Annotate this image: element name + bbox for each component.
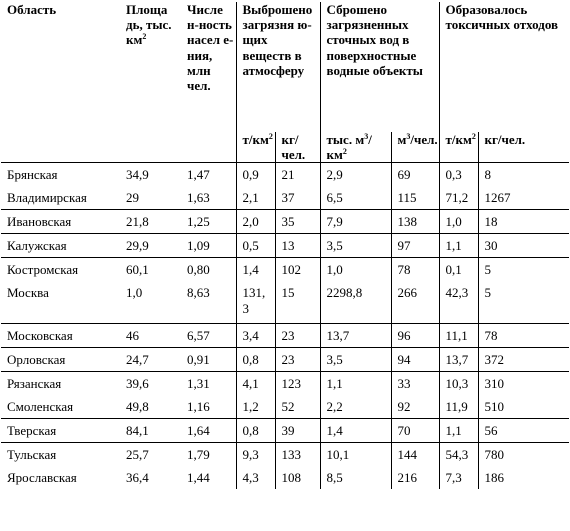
cell-toxic-per-km2: 7,3 <box>439 466 478 489</box>
cell-wastewater-per-km2: 2,9 <box>320 163 391 187</box>
header-row <box>1 2 569 132</box>
cell-toxic-per-capita: 18 <box>478 210 569 234</box>
cell-emissions-per-capita: 15 <box>275 281 320 324</box>
cell-wastewater-per-capita: 92 <box>391 395 439 419</box>
cell-emissions-per-capita: 23 <box>275 324 320 348</box>
cell-area: 36,4 <box>126 470 149 486</box>
table-row <box>1 281 569 324</box>
cell-wastewater-per-capita: 115 <box>391 186 439 210</box>
cell-wastewater-per-capita: 266 <box>391 281 439 324</box>
cell-region: Тверская <box>1 419 120 443</box>
cell-area: 24,7 <box>120 348 181 372</box>
cell-wastewater-per-capita: 144 <box>391 443 439 467</box>
cell-area: 84,1 <box>120 419 181 443</box>
cell-toxic-per-km2: 13,7 <box>439 348 478 372</box>
cell-region: Орловская <box>1 348 120 372</box>
cell-population: 1,31 <box>181 372 236 396</box>
cell-emissions-per-km2: 0,8 <box>236 348 275 372</box>
table-row <box>1 419 569 443</box>
cell-wastewater-per-capita: 96 <box>391 324 439 348</box>
cell-emissions-per-capita: 37 <box>275 186 320 210</box>
cell-wastewater-per-km2: 3,5 <box>320 348 391 372</box>
cell-wastewater-per-capita: 78 <box>391 258 439 282</box>
cell-area: 25,7 <box>120 443 181 467</box>
header-wastewater: Сброшено загрязненных сточных вод в поверхностные водные объекты <box>320 2 439 132</box>
cell-toxic-per-capita: 372 <box>478 348 569 372</box>
subheader-emissions-per-km2 <box>236 132 275 163</box>
cell-emissions-per-capita: 133 <box>275 443 320 467</box>
cell-region: Брянская <box>1 163 120 187</box>
cell-wastewater-per-km2: 2298,8 <box>320 281 391 324</box>
table-row <box>1 324 569 348</box>
cell-region: Ярославская <box>7 470 77 486</box>
cell-toxic-per-capita: 78 <box>478 324 569 348</box>
cell-emissions-per-capita: 35 <box>275 210 320 234</box>
cell-toxic-per-km2: 42,3 <box>439 281 478 324</box>
cell-area: 34,9 <box>120 163 181 187</box>
table-row <box>1 443 569 467</box>
cell-toxic-per-capita: 186 <box>478 466 569 489</box>
cell-emissions-per-km2: 2,1 <box>236 186 275 210</box>
cell-region: Ивановская <box>1 210 120 234</box>
cell-population: 1,44 <box>187 470 210 486</box>
table-row <box>1 186 569 210</box>
cell-toxic-per-capita: 310 <box>478 372 569 396</box>
cell-area: 21,8 <box>120 210 181 234</box>
cell-wastewater-per-km2: 2,2 <box>320 395 391 419</box>
cell-wastewater-per-capita: 69 <box>391 163 439 187</box>
cell-population: 1,16 <box>187 399 210 415</box>
cell-population: 0,80 <box>181 258 236 282</box>
cell-toxic-per-capita: 56 <box>478 419 569 443</box>
cell-population: 1,64 <box>181 419 236 443</box>
cell-region: Московская <box>1 324 120 348</box>
cell-wastewater-per-km2: 7,9 <box>320 210 391 234</box>
subheader-text: /чел. <box>410 132 438 147</box>
cell-region: Москва <box>7 285 49 301</box>
cell-wastewater-per-capita: 94 <box>391 348 439 372</box>
table-body <box>1 2 569 489</box>
cell-region: Тульская <box>1 443 120 467</box>
cell-toxic-per-capita: 8 <box>478 163 569 187</box>
header-toxic-waste: Образовалось токсичных отходов <box>439 2 569 132</box>
region-statistics-table <box>1 2 569 489</box>
header-area <box>120 2 181 163</box>
cell-wastewater-per-km2: 1,0 <box>320 258 391 282</box>
table-row <box>1 258 569 282</box>
cell-toxic-per-capita: 1267 <box>478 186 569 210</box>
cell-emissions-per-capita: 102 <box>275 258 320 282</box>
subheader-toxic-per-capita: кг/чел. <box>478 132 569 163</box>
cell-population: 1,79 <box>181 443 236 467</box>
cell-emissions-per-km2: 1,2 <box>236 395 275 419</box>
cell-region: Смоленская <box>7 399 74 415</box>
cell-toxic-per-capita: 780 <box>478 443 569 467</box>
table-row <box>1 372 569 396</box>
subheader-emissions-per-capita: кг/чел. <box>275 132 320 163</box>
header-region: Область <box>7 2 57 17</box>
cell-emissions-per-capita: 39 <box>275 419 320 443</box>
subheader-wastewater-per-km2 <box>320 132 391 163</box>
cell-toxic-per-km2: 54,3 <box>439 443 478 467</box>
header-emissions: Выброшено загрязня ю-щих веществ в атмосферу <box>236 2 320 132</box>
subheader-text: /км <box>326 132 372 163</box>
subheader-text: т/км <box>445 132 472 147</box>
subheader-sup: 2 <box>268 132 273 141</box>
subheader-sup: 3 <box>406 132 411 141</box>
cell-toxic-per-km2: 1,1 <box>439 234 478 258</box>
table-row <box>1 348 569 372</box>
cell-toxic-per-km2: 10,3 <box>439 372 478 396</box>
table-row <box>1 395 569 419</box>
cell-toxic-per-km2: 11,9 <box>439 395 478 419</box>
cell-wastewater-per-capita: 70 <box>391 419 439 443</box>
header-area-text: Площа дь, тыс. км <box>126 2 172 48</box>
cell-region: Владимирская <box>7 190 87 206</box>
cell-region: Костромская <box>1 258 120 282</box>
cell-emissions-per-capita: 108 <box>275 466 320 489</box>
cell-toxic-per-capita: 5 <box>478 281 569 324</box>
subheader-sup: 3 <box>364 132 369 141</box>
cell-population: 8,63 <box>187 285 210 301</box>
cell-wastewater-per-capita: 216 <box>391 466 439 489</box>
cell-toxic-per-km2: 0,3 <box>439 163 478 187</box>
subheader-sup: 2 <box>342 147 347 157</box>
cell-emissions-per-capita: 13 <box>275 234 320 258</box>
cell-wastewater-per-km2: 8,5 <box>320 466 391 489</box>
cell-emissions-per-km2: 0,5 <box>236 234 275 258</box>
cell-region: Калужская <box>1 234 120 258</box>
table-row <box>1 163 569 187</box>
cell-population: 0,91 <box>181 348 236 372</box>
cell-toxic-per-km2: 0,1 <box>439 258 478 282</box>
cell-toxic-per-capita: 30 <box>478 234 569 258</box>
cell-toxic-per-km2: 71,2 <box>439 186 478 210</box>
cell-toxic-per-capita: 5 <box>478 258 569 282</box>
cell-wastewater-per-capita: 97 <box>391 234 439 258</box>
cell-emissions-per-km2: 4,3 <box>236 466 275 489</box>
cell-population: 6,57 <box>181 324 236 348</box>
cell-area: 49,8 <box>126 399 149 415</box>
cell-wastewater-per-km2: 1,4 <box>320 419 391 443</box>
cell-emissions-per-capita: 123 <box>275 372 320 396</box>
cell-wastewater-per-km2: 6,5 <box>320 186 391 210</box>
cell-toxic-per-capita: 510 <box>478 395 569 419</box>
cell-emissions-per-km2: 2,0 <box>236 210 275 234</box>
cell-wastewater-per-km2: 10,1 <box>320 443 391 467</box>
cell-wastewater-per-capita: 138 <box>391 210 439 234</box>
cell-emissions-per-km2: 3,4 <box>236 324 275 348</box>
subheader-sup: 2 <box>471 132 476 141</box>
cell-area: 29,9 <box>120 234 181 258</box>
cell-emissions-per-km2: 131, 3 <box>236 281 275 324</box>
cell-area: 46 <box>120 324 181 348</box>
cell-emissions-per-km2: 1,4 <box>236 258 275 282</box>
cell-area: 29 <box>126 190 139 206</box>
cell-emissions-per-km2: 9,3 <box>236 443 275 467</box>
subheader-text: м <box>397 132 407 147</box>
cell-population: 1,09 <box>181 234 236 258</box>
cell-emissions-per-km2: 4,1 <box>236 372 275 396</box>
cell-emissions-per-km2: 0,9 <box>236 163 275 187</box>
subheader-wastewater-per-capita <box>391 132 439 163</box>
cell-wastewater-per-capita: 33 <box>391 372 439 396</box>
cell-emissions-per-capita: 23 <box>275 348 320 372</box>
cell-area: 1,0 <box>126 285 143 301</box>
cell-wastewater-per-km2: 1,1 <box>320 372 391 396</box>
cell-population: 1,47 <box>181 163 236 187</box>
cell-emissions-per-capita: 21 <box>275 163 320 187</box>
subheader-text: т/км <box>242 132 269 147</box>
cell-area: 39,6 <box>120 372 181 396</box>
subheader-toxic-per-km2 <box>439 132 478 163</box>
cell-toxic-per-km2: 1,1 <box>439 419 478 443</box>
cell-wastewater-per-km2: 13,7 <box>320 324 391 348</box>
header-population: Числе н-ность насел е-ния, млн чел. <box>187 2 234 94</box>
header-area-sup: 2 <box>142 32 147 42</box>
table-row <box>1 234 569 258</box>
cell-emissions-per-capita: 52 <box>275 395 320 419</box>
cell-population: 1,63 <box>187 190 210 206</box>
cell-region: Рязанская <box>1 372 120 396</box>
cell-emissions-per-km2: 0,8 <box>236 419 275 443</box>
cell-wastewater-per-km2: 3,5 <box>320 234 391 258</box>
table-row <box>1 466 569 489</box>
cell-area: 60,1 <box>120 258 181 282</box>
cell-toxic-per-km2: 1,0 <box>439 210 478 234</box>
table-row <box>1 210 569 234</box>
cell-toxic-per-km2: 11,1 <box>439 324 478 348</box>
subheader-text: тыс. м <box>326 132 365 147</box>
cell-population: 1,25 <box>181 210 236 234</box>
